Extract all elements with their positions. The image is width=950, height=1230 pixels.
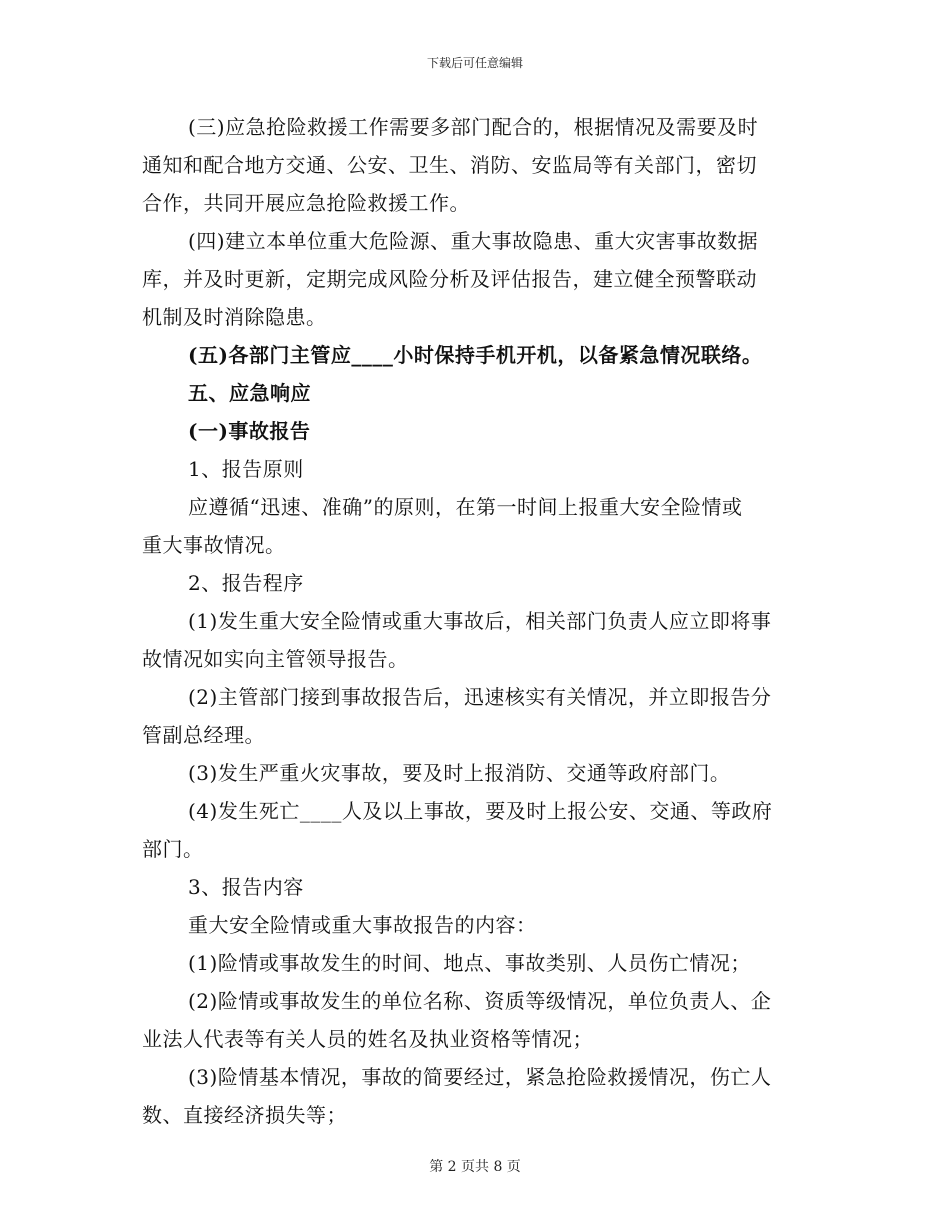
text-line: 故情况如实向主管领导报告。 bbox=[142, 647, 409, 671]
text-line: 1、报告原则 bbox=[188, 457, 304, 481]
text-line: (2)主管部门接到事故报告后，迅速核实有关情况，并立即报告分 bbox=[188, 685, 772, 709]
text-line: 通知和配合地方交通、公安、卫生、消防、安监局等有关部门，密切 bbox=[142, 153, 757, 177]
text-line: 部门。 bbox=[142, 837, 204, 861]
paragraph bbox=[142, 944, 807, 982]
text-line: 五、应急响应 bbox=[188, 381, 311, 405]
paragraph bbox=[142, 108, 807, 222]
text-line: 应遵循“迅速、准确”的原则，在第一时间上报重大安全险情或 bbox=[188, 495, 743, 519]
paragraph bbox=[142, 754, 807, 792]
paragraph bbox=[142, 678, 807, 754]
text-line: 业法人代表等有关人员的姓名及执业资格等情况； bbox=[142, 1027, 593, 1051]
text-line: 数、直接经济损失等； bbox=[142, 1103, 347, 1127]
paragraph bbox=[142, 906, 807, 944]
document-body bbox=[142, 108, 807, 1134]
paragraph bbox=[142, 336, 807, 374]
text-line: (2)险情或事故发生的单位名称、资质等级情况，单位负责人、企 bbox=[188, 989, 772, 1013]
text-line: 合作，共同开展应急抢险救援工作。 bbox=[142, 191, 470, 215]
text-line: 3、报告内容 bbox=[188, 875, 304, 899]
text-line: 2、报告程序 bbox=[188, 571, 304, 595]
text-line: (1)发生重大安全险情或重大事故后，相关部门负责人应立即将事 bbox=[188, 609, 772, 633]
paragraph bbox=[142, 450, 807, 488]
paragraph bbox=[142, 374, 807, 412]
paragraph bbox=[142, 412, 807, 450]
paragraph bbox=[142, 868, 807, 906]
paragraph bbox=[142, 488, 807, 564]
text-line: (一)事故报告 bbox=[188, 419, 311, 443]
text-line: (4)发生死亡____人及以上事故，要及时上报公安、交通、等政府 bbox=[188, 799, 773, 823]
text-line: (1)险情或事故发生的时间、地点、事故类别、人员伤亡情况； bbox=[188, 951, 751, 975]
text-line: 机制及时消除隐患。 bbox=[142, 305, 327, 329]
paragraph bbox=[142, 564, 807, 602]
text-line: (三)应急抢险救援工作需要多部门配合的，根据情况及需要及时 bbox=[188, 115, 759, 139]
page-footer: 第 2 页共 8 页 bbox=[429, 1159, 521, 1175]
text-line: 库，并及时更新，定期完成风险分析及评估报告，建立健全预警联动 bbox=[142, 267, 757, 291]
text-line: (3)发生严重火灾事故，要及时上报消防、交通等政府部门。 bbox=[188, 761, 731, 785]
text-line: 重大事故情况。 bbox=[142, 533, 286, 557]
paragraph bbox=[142, 792, 807, 868]
text-line: 管副总经理。 bbox=[142, 723, 265, 747]
paragraph bbox=[142, 222, 807, 336]
page-header: 下载后可任意编辑 bbox=[426, 56, 523, 70]
text-line: 重大安全险情或重大事故报告的内容： bbox=[188, 913, 537, 937]
text-line: (3)险情基本情况，事故的简要经过，紧急抢险救援情况，伤亡人 bbox=[188, 1065, 772, 1089]
text-line: (四)建立本单位重大危险源、重大事故隐患、重大灾害事故数据 bbox=[188, 229, 759, 253]
paragraph bbox=[142, 602, 807, 678]
paragraph bbox=[142, 982, 807, 1058]
text-line: (五)各部门主管应____小时保持手机开机，以备紧急情况联络。 bbox=[188, 343, 763, 367]
paragraph bbox=[142, 1058, 807, 1134]
